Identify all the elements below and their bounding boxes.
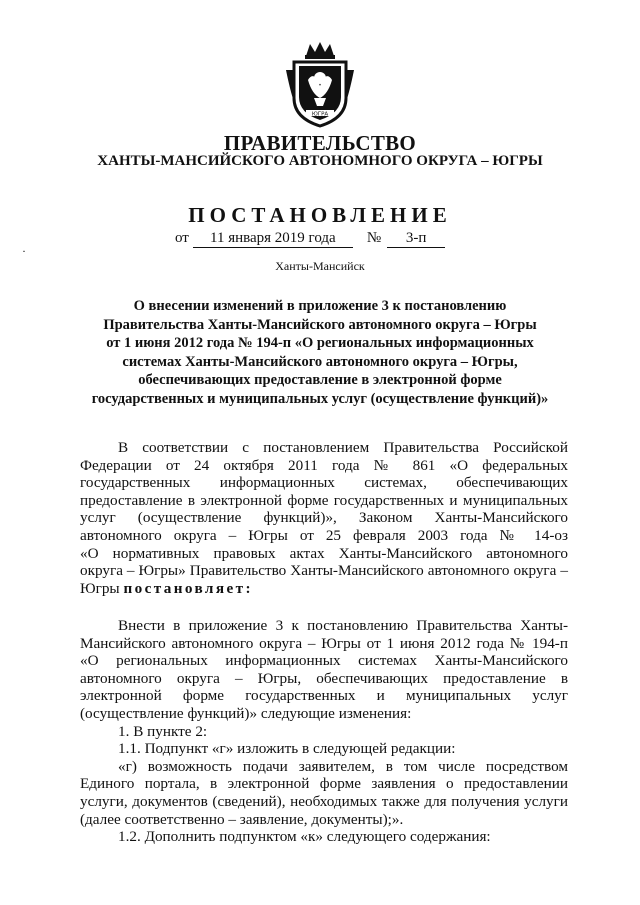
subject-line: системах Ханты-Мансийского автономного округа – Югры,: [122, 353, 518, 370]
text-line: предоставление в электронной форме государственных и муниципальных: [80, 491, 568, 509]
city-name: Ханты-Мансийск: [275, 259, 365, 273]
resolves-word: постановляет:: [123, 579, 253, 597]
text-line: В соответствии с постановлением Правительства Российской: [118, 439, 568, 456]
text-line: «г) возможность подачи заявителем, в том числе посредством: [118, 757, 568, 775]
amendments-paragraph: [80, 617, 568, 846]
text-line: округа – Югры» Правительство Ханты-Мансийского автономного округа –: [80, 562, 568, 580]
item-1: 1. В пункте 2:: [118, 722, 208, 740]
subject-line: О внесении изменений в приложение 3 к постановлению: [133, 298, 507, 314]
emblem-text: ЮГРА: [311, 111, 329, 118]
text-line: Федерации от 24 октября 2011 года № 861 «О федеральных: [80, 456, 568, 474]
preamble-paragraph: [80, 439, 568, 597]
text-line: Внести в приложение 3 к постановлению Правительства Ханты-: [118, 617, 568, 634]
text-line: электронной форме государственных и муниципальных услуг: [80, 687, 568, 705]
margin-mark: ·: [22, 244, 26, 258]
from-label: от: [175, 230, 189, 246]
text-line: услуги, документов (сведений), необходимых также для получения услуги: [80, 792, 568, 810]
decree-title: ПОСТАНОВЛЕНИЕ: [188, 203, 452, 227]
text-fragment: Югры: [80, 579, 124, 597]
subject-line: государственных и муниципальных услуг (осуществление функций)»: [91, 390, 549, 407]
text-line: автономного округа – Югры от 25 февраля 2003 года № 14-оз: [80, 526, 568, 544]
text-line: «О региональных информационных системах Ханты-Мансийского: [80, 652, 568, 670]
decree-date: 11 января 2019 года: [193, 229, 353, 248]
subject-line: обеспечивающих предоставление в электронной форме: [138, 372, 502, 388]
text-line: (осуществление функций)» следующие изменения:: [80, 704, 412, 722]
coat-of-arms-emblem: [284, 40, 356, 128]
text-line: автономного округа – Югры, обеспечивающих предоставление в: [80, 669, 568, 687]
decree-number: 3-п: [387, 229, 445, 248]
text-line: Мансийского автономного округа – Югры от 1 июня 2012 года № 194-п: [80, 634, 568, 652]
text-line: услуг (осуществление функций)», Законом Ханты-Мансийского: [80, 509, 568, 527]
subject-line: Правительства Ханты-Мансийского автономного округа – Югры: [103, 316, 537, 333]
government-heading: ПРАВИТЕЛЬСТВО: [223, 131, 417, 155]
region-heading: ХАНТЫ-МАНСИЙСКОГО АВТОНОМНОГО ОКРУГА – ЮГРЫ: [97, 153, 543, 169]
date-number-line: [175, 229, 445, 248]
text-line: «О нормативных правовых актах Ханты-Мансийского автономного: [80, 544, 568, 562]
number-label: №: [366, 230, 382, 246]
text-line: [80, 580, 568, 598]
text-line: (далее соответственно – заявление, документы);».: [80, 810, 404, 828]
decree-subject: [70, 297, 570, 408]
text-line: государственных информационных системах, обеспечивающих: [80, 474, 568, 492]
text-line: Единого портала, в электронной форме заявления о предоставлении: [80, 775, 568, 793]
item-1-2: 1.2. Дополнить подпунктом «к» следующего содержания:: [118, 828, 491, 846]
subject-line: от 1 июня 2012 года № 194-п «О региональных информационных: [106, 335, 534, 351]
item-1-1: 1.1. Подпункт «г» изложить в следующей редакции:: [118, 740, 456, 758]
